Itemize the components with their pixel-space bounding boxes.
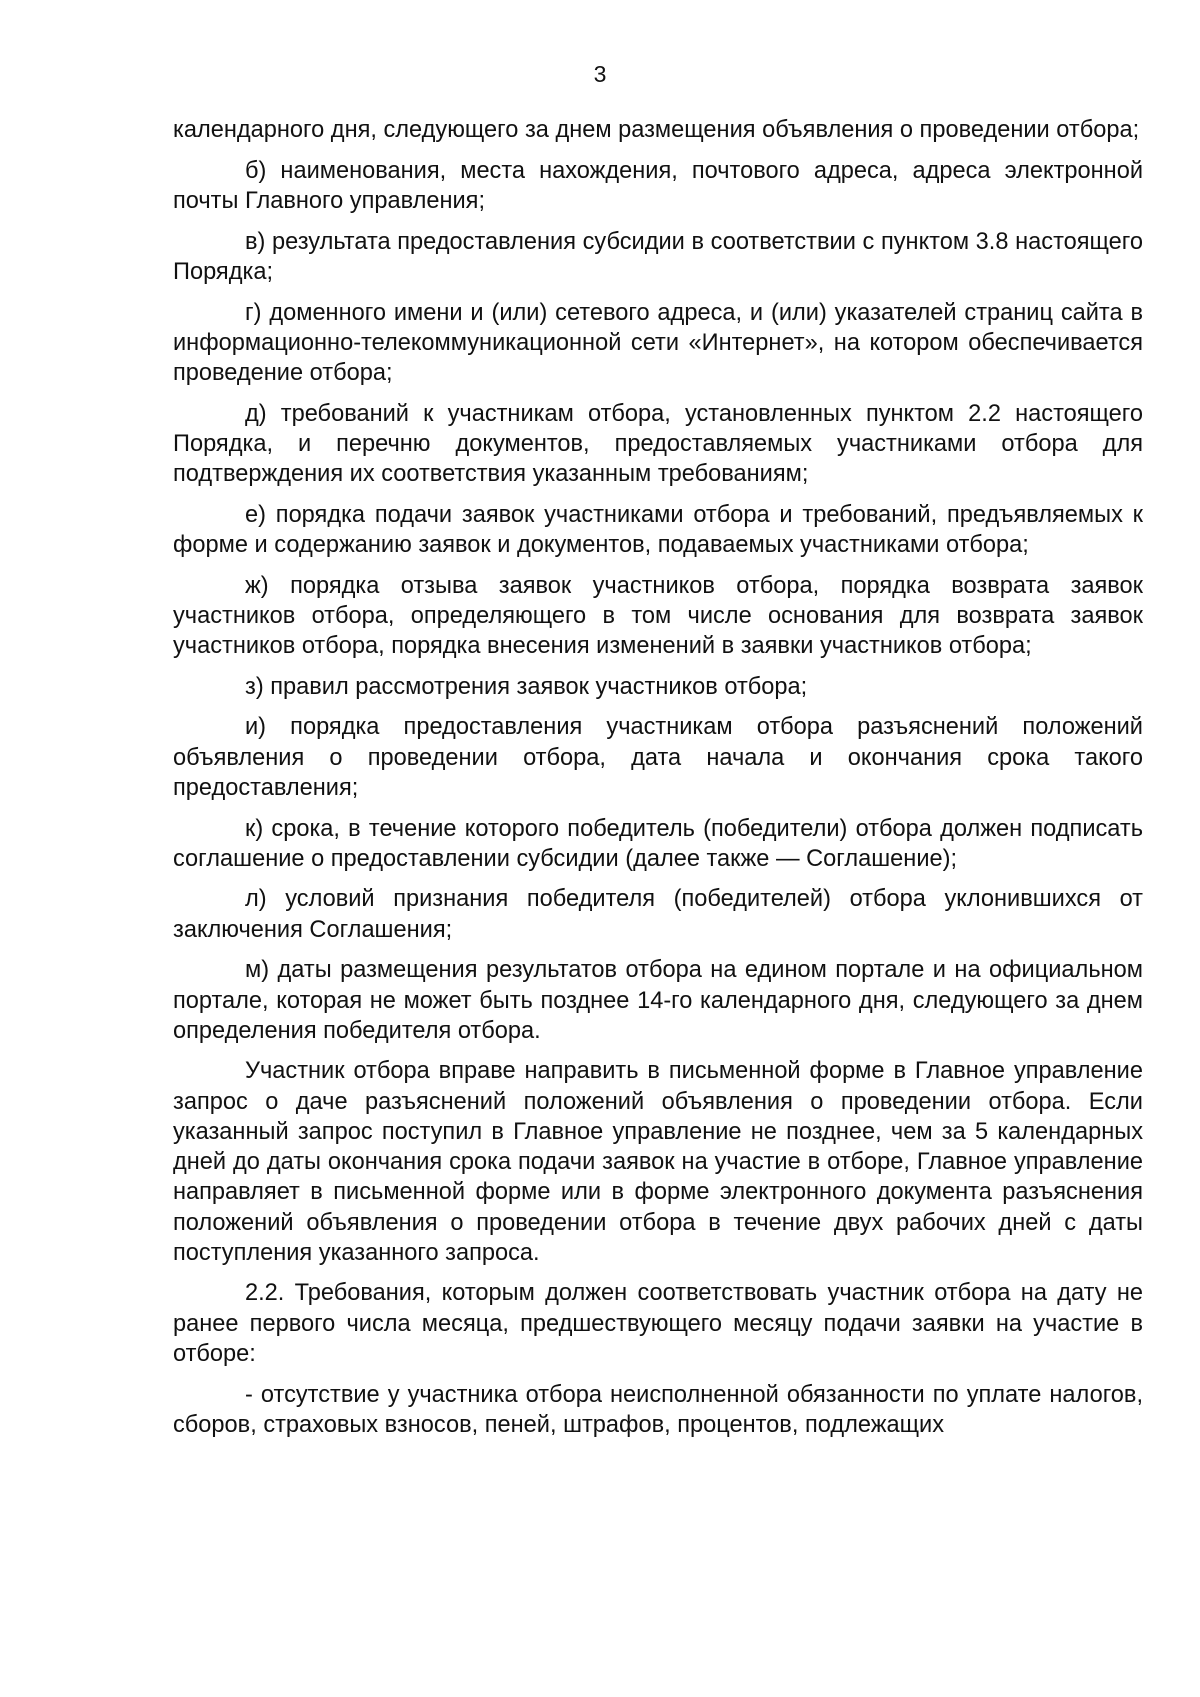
page-number: 3 [593, 61, 607, 87]
paragraph-item-l: л) условий признания победителя (победителей) отбора уклонившихся от заключения Соглашения; [173, 886, 1143, 943]
paragraph-continuation: календарного дня, следующего за днем размещения объявления о проведении отбора; [173, 117, 1140, 143]
paragraph-item-m: м) даты размещения результатов отбора на едином портале и на официальном портале, которая не может быть позднее 14-го календарного дня, следующего за днем определения победителя отбора. [173, 957, 1143, 1044]
paragraph-item-b: б) наименования, места нахождения, почтового адреса, адреса электронной почты Главного управления; [173, 157, 1143, 214]
paragraph-item-e: е) порядка подачи заявок участниками отбора и требований, предъявляемых к форме и содержанию заявок и документов, подаваемых участниками отбора; [173, 501, 1143, 558]
paragraph-item-i: и) порядка предоставления участникам отбора разъяснений положений объявления о проведении отбора, дата начала и окончания срока такого предоставления; [173, 714, 1143, 801]
paragraph-clarification-request: Участник отбора вправе направить в письменной форме в Главное управление запрос о даче разъяснений положений объявления о проведении отбора. Если указанный запрос поступил в Главное управление не позднее, чем за 5 календарных дней до даты окончания срока подачи заявок на участие в отборе, Главное управление направляет в письменной форме или в форме электронного документа разъяснения положений объявления о проведении отбора в течение двух рабочих дней с даты поступления указанного запроса. [173, 1058, 1143, 1266]
paragraph-item-d: д) требований к участникам отбора, установленных пунктом 2.2 настоящего Порядка, и перечню документов, предоставляемых участниками отбора для подтверждения их соответствия указанным требованиям; [173, 400, 1143, 488]
paragraph-item-v: в) результата предоставления субсидии в соответствии с пунктом 3.8 настоящего Порядка; [173, 228, 1143, 285]
paragraph-section-2-2: 2.2. Требования, которым должен соответствовать участник отбора на дату не ранее первого числа месяца, предшествующего месяцу подачи заявки на участие в отборе: [173, 1280, 1143, 1367]
document-body [173, 115, 1143, 1450]
paragraph-item-k: к) срока, в течение которого победитель (победители) отбора должен подписать соглашение о предоставлении субсидии (далее также — Соглашение); [173, 815, 1143, 872]
paragraph-item-g: г) доменного имени и (или) сетевого адреса, и (или) указателей страниц сайта в информационно-телекоммуникационной сети «Интернет», на котором обеспечивается проведение отбора; [173, 299, 1143, 386]
paragraph-requirement-taxes: - отсутствие у участника отбора неисполненной обязанности по уплате налогов, сборов, страховых взносов, пеней, штрафов, процентов, подлежащих [173, 1381, 1143, 1438]
paragraph-item-z: з) правил рассмотрения заявок участников отбора; [245, 673, 808, 700]
paragraph-item-zh: ж) порядка отзыва заявок участников отбора, порядка возврата заявок участников отбора, определяющего в том числе основания для возврата заявок участников отбора, порядка внесения изменений в заявки участников отбора; [173, 572, 1143, 660]
